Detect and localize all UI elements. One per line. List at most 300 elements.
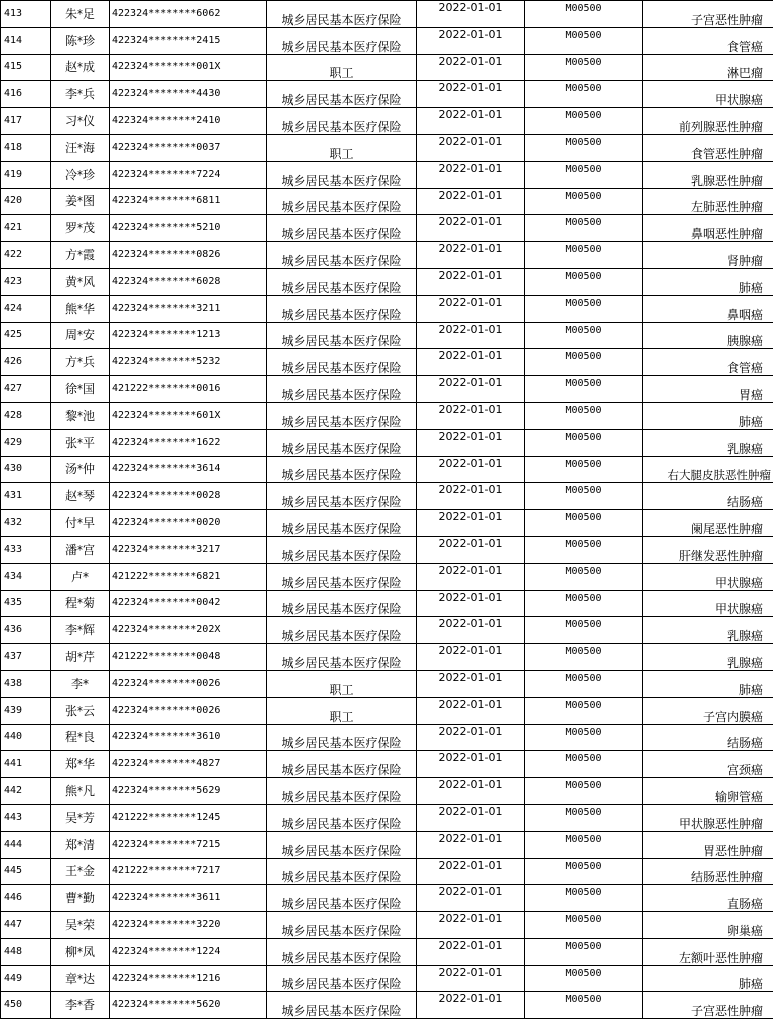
disease-name: 甲状腺癌 bbox=[643, 81, 773, 108]
insurance-type: 城乡居民基本医疗保险 bbox=[267, 912, 417, 939]
table-row bbox=[1, 563, 773, 590]
disease-code: M00500 bbox=[525, 778, 643, 805]
row-number: 432 bbox=[1, 510, 51, 537]
table-row bbox=[1, 483, 773, 510]
disease-name: 食管癌 bbox=[643, 349, 773, 376]
patient-name: 程*菊 bbox=[51, 590, 110, 617]
insurance-type: 城乡居民基本医疗保险 bbox=[267, 724, 417, 751]
disease-name: 肺癌 bbox=[643, 402, 773, 429]
disease-code: M00500 bbox=[525, 322, 643, 349]
disease-code: M00500 bbox=[525, 54, 643, 81]
start-date: 2022-01-01 bbox=[417, 536, 525, 563]
id-number: 422324********0026 bbox=[110, 697, 267, 724]
disease-code: M00500 bbox=[525, 912, 643, 939]
table-row bbox=[1, 831, 773, 858]
patient-name: 罗*茂 bbox=[51, 215, 110, 242]
id-number: 422324********3217 bbox=[110, 536, 267, 563]
start-date: 2022-01-01 bbox=[417, 81, 525, 108]
row-number: 417 bbox=[1, 108, 51, 135]
patient-name: 付*早 bbox=[51, 510, 110, 537]
patient-name: 郑*华 bbox=[51, 751, 110, 778]
id-number: 422324********2410 bbox=[110, 108, 267, 135]
disease-code: M00500 bbox=[525, 858, 643, 885]
row-number: 438 bbox=[1, 670, 51, 697]
insurance-type: 城乡居民基本医疗保险 bbox=[267, 456, 417, 483]
patient-name: 熊*凡 bbox=[51, 778, 110, 805]
id-number: 422324********0020 bbox=[110, 510, 267, 537]
patient-name: 熊*华 bbox=[51, 295, 110, 322]
row-number: 447 bbox=[1, 912, 51, 939]
patient-name: 李* bbox=[51, 670, 110, 697]
row-number: 436 bbox=[1, 617, 51, 644]
disease-name: 肺癌 bbox=[643, 268, 773, 295]
table-row bbox=[1, 965, 773, 992]
row-number: 423 bbox=[1, 268, 51, 295]
patient-name: 李*香 bbox=[51, 992, 110, 1019]
table-row bbox=[1, 456, 773, 483]
insurance-type: 城乡居民基本医疗保险 bbox=[267, 965, 417, 992]
patient-name: 郑*清 bbox=[51, 831, 110, 858]
patient-name: 朱*足 bbox=[51, 1, 110, 28]
disease-name: 子宫恶性肿瘤 bbox=[643, 992, 773, 1019]
start-date: 2022-01-01 bbox=[417, 295, 525, 322]
id-number: 422324********5620 bbox=[110, 992, 267, 1019]
patient-name: 曹*勤 bbox=[51, 885, 110, 912]
patient-name: 王*金 bbox=[51, 858, 110, 885]
insurance-type: 城乡居民基本医疗保险 bbox=[267, 885, 417, 912]
disease-code: M00500 bbox=[525, 536, 643, 563]
row-number: 449 bbox=[1, 965, 51, 992]
id-number: 422324********3611 bbox=[110, 885, 267, 912]
table-row bbox=[1, 617, 773, 644]
disease-code: M00500 bbox=[525, 1, 643, 28]
start-date: 2022-01-01 bbox=[417, 456, 525, 483]
disease-name: 子宫内膜癌 bbox=[643, 697, 773, 724]
id-number: 422324********001X bbox=[110, 54, 267, 81]
id-number: 422324********3614 bbox=[110, 456, 267, 483]
insurance-type: 城乡居民基本医疗保险 bbox=[267, 429, 417, 456]
insurance-type: 城乡居民基本医疗保险 bbox=[267, 536, 417, 563]
insurance-type: 城乡居民基本医疗保险 bbox=[267, 483, 417, 510]
start-date: 2022-01-01 bbox=[417, 108, 525, 135]
disease-code: M00500 bbox=[525, 697, 643, 724]
id-number: 422324********4827 bbox=[110, 751, 267, 778]
insurance-type: 城乡居民基本医疗保险 bbox=[267, 617, 417, 644]
patient-name: 李*兵 bbox=[51, 81, 110, 108]
id-number: 422324********601X bbox=[110, 402, 267, 429]
start-date: 2022-01-01 bbox=[417, 402, 525, 429]
start-date: 2022-01-01 bbox=[417, 965, 525, 992]
table-row bbox=[1, 697, 773, 724]
patient-name: 冷*珍 bbox=[51, 161, 110, 188]
disease-code: M00500 bbox=[525, 617, 643, 644]
start-date: 2022-01-01 bbox=[417, 429, 525, 456]
start-date: 2022-01-01 bbox=[417, 831, 525, 858]
table-row bbox=[1, 402, 773, 429]
start-date: 2022-01-01 bbox=[417, 322, 525, 349]
id-number: 421222********6821 bbox=[110, 563, 267, 590]
table-row bbox=[1, 536, 773, 563]
patient-name: 李*辉 bbox=[51, 617, 110, 644]
disease-code: M00500 bbox=[525, 483, 643, 510]
disease-name: 乳腺癌 bbox=[643, 617, 773, 644]
disease-code: M00500 bbox=[525, 644, 643, 671]
start-date: 2022-01-01 bbox=[417, 27, 525, 54]
disease-name: 胰腺癌 bbox=[643, 322, 773, 349]
disease-name: 结肠恶性肿瘤 bbox=[643, 858, 773, 885]
insurance-type: 城乡居民基本医疗保险 bbox=[267, 215, 417, 242]
row-number: 415 bbox=[1, 54, 51, 81]
id-number: 422324********0037 bbox=[110, 134, 267, 161]
start-date: 2022-01-01 bbox=[417, 644, 525, 671]
disease-code: M00500 bbox=[525, 349, 643, 376]
row-number: 416 bbox=[1, 81, 51, 108]
row-number: 429 bbox=[1, 429, 51, 456]
id-number: 422324********1224 bbox=[110, 938, 267, 965]
table-row bbox=[1, 134, 773, 161]
disease-name: 食管恶性肿瘤 bbox=[643, 134, 773, 161]
table-row bbox=[1, 510, 773, 537]
table-row bbox=[1, 912, 773, 939]
insurance-type: 城乡居民基本医疗保险 bbox=[267, 831, 417, 858]
disease-code: M00500 bbox=[525, 108, 643, 135]
row-number: 437 bbox=[1, 644, 51, 671]
disease-name: 鼻咽恶性肿瘤 bbox=[643, 215, 773, 242]
table-row bbox=[1, 751, 773, 778]
patient-name: 柳*凤 bbox=[51, 938, 110, 965]
start-date: 2022-01-01 bbox=[417, 215, 525, 242]
disease-name: 结肠癌 bbox=[643, 724, 773, 751]
start-date: 2022-01-01 bbox=[417, 1, 525, 28]
id-number: 422324********0028 bbox=[110, 483, 267, 510]
table-row bbox=[1, 429, 773, 456]
table-row bbox=[1, 670, 773, 697]
insurance-type: 城乡居民基本医疗保险 bbox=[267, 81, 417, 108]
table-row bbox=[1, 938, 773, 965]
disease-name: 左额叶恶性肿瘤 bbox=[643, 938, 773, 965]
id-number: 422324********2415 bbox=[110, 27, 267, 54]
id-number: 422324********5232 bbox=[110, 349, 267, 376]
disease-code: M00500 bbox=[525, 376, 643, 403]
start-date: 2022-01-01 bbox=[417, 483, 525, 510]
id-number: 422324********3220 bbox=[110, 912, 267, 939]
disease-code: M00500 bbox=[525, 402, 643, 429]
id-number: 421222********0016 bbox=[110, 376, 267, 403]
disease-name: 结肠癌 bbox=[643, 483, 773, 510]
start-date: 2022-01-01 bbox=[417, 268, 525, 295]
disease-name: 阑尾恶性肿瘤 bbox=[643, 510, 773, 537]
row-number: 425 bbox=[1, 322, 51, 349]
table-row bbox=[1, 992, 773, 1019]
disease-name: 甲状腺癌 bbox=[643, 563, 773, 590]
insurance-type: 城乡居民基本医疗保险 bbox=[267, 188, 417, 215]
table-row bbox=[1, 108, 773, 135]
table-row bbox=[1, 242, 773, 269]
table-row bbox=[1, 322, 773, 349]
start-date: 2022-01-01 bbox=[417, 161, 525, 188]
id-number: 421222********0048 bbox=[110, 644, 267, 671]
id-number: 422324********3211 bbox=[110, 295, 267, 322]
start-date: 2022-01-01 bbox=[417, 697, 525, 724]
disease-name: 甲状腺癌 bbox=[643, 590, 773, 617]
table-row bbox=[1, 188, 773, 215]
start-date: 2022-01-01 bbox=[417, 376, 525, 403]
disease-code: M00500 bbox=[525, 134, 643, 161]
id-number: 422324********0042 bbox=[110, 590, 267, 617]
id-number: 422324********3610 bbox=[110, 724, 267, 751]
patient-name: 方*霞 bbox=[51, 242, 110, 269]
start-date: 2022-01-01 bbox=[417, 938, 525, 965]
row-number: 431 bbox=[1, 483, 51, 510]
row-number: 441 bbox=[1, 751, 51, 778]
disease-name: 肾肿瘤 bbox=[643, 242, 773, 269]
start-date: 2022-01-01 bbox=[417, 590, 525, 617]
row-number: 430 bbox=[1, 456, 51, 483]
table-row bbox=[1, 858, 773, 885]
start-date: 2022-01-01 bbox=[417, 349, 525, 376]
start-date: 2022-01-01 bbox=[417, 242, 525, 269]
patient-name: 汪*海 bbox=[51, 134, 110, 161]
patient-name: 卢* bbox=[51, 563, 110, 590]
disease-code: M00500 bbox=[525, 81, 643, 108]
row-number: 434 bbox=[1, 563, 51, 590]
disease-name: 胃癌 bbox=[643, 376, 773, 403]
patient-name: 章*达 bbox=[51, 965, 110, 992]
start-date: 2022-01-01 bbox=[417, 54, 525, 81]
insurance-type: 城乡居民基本医疗保险 bbox=[267, 644, 417, 671]
row-number: 422 bbox=[1, 242, 51, 269]
disease-name: 子宫恶性肿瘤 bbox=[643, 1, 773, 28]
id-number: 422324********5210 bbox=[110, 215, 267, 242]
patient-name: 吴*芳 bbox=[51, 804, 110, 831]
table-row bbox=[1, 295, 773, 322]
disease-name: 直肠癌 bbox=[643, 885, 773, 912]
disease-code: M00500 bbox=[525, 27, 643, 54]
disease-name: 肺癌 bbox=[643, 965, 773, 992]
disease-code: M00500 bbox=[525, 992, 643, 1019]
disease-name: 甲状腺恶性肿瘤 bbox=[643, 804, 773, 831]
disease-name: 淋巴瘤 bbox=[643, 54, 773, 81]
table-row bbox=[1, 644, 773, 671]
disease-name: 左肺恶性肿瘤 bbox=[643, 188, 773, 215]
disease-code: M00500 bbox=[525, 965, 643, 992]
start-date: 2022-01-01 bbox=[417, 885, 525, 912]
disease-name: 鼻咽癌 bbox=[643, 295, 773, 322]
disease-name: 右大腿皮肤恶性肿瘤 bbox=[643, 456, 773, 483]
disease-code: M00500 bbox=[525, 242, 643, 269]
disease-name: 胃恶性肿瘤 bbox=[643, 831, 773, 858]
disease-code: M00500 bbox=[525, 188, 643, 215]
disease-name: 乳腺恶性肿瘤 bbox=[643, 161, 773, 188]
insurance-type: 城乡居民基本医疗保险 bbox=[267, 376, 417, 403]
start-date: 2022-01-01 bbox=[417, 563, 525, 590]
disease-code: M00500 bbox=[525, 215, 643, 242]
table-row bbox=[1, 1, 773, 28]
disease-code: M00500 bbox=[525, 590, 643, 617]
row-number: 450 bbox=[1, 992, 51, 1019]
patient-name: 徐*国 bbox=[51, 376, 110, 403]
patient-name: 汤*仲 bbox=[51, 456, 110, 483]
start-date: 2022-01-01 bbox=[417, 188, 525, 215]
table-row bbox=[1, 590, 773, 617]
table-row bbox=[1, 268, 773, 295]
disease-code: M00500 bbox=[525, 751, 643, 778]
id-number: 422324********6028 bbox=[110, 268, 267, 295]
insurance-type: 城乡居民基本医疗保险 bbox=[267, 402, 417, 429]
patient-name: 黄*风 bbox=[51, 268, 110, 295]
id-number: 422324********202X bbox=[110, 617, 267, 644]
patient-name: 周*安 bbox=[51, 322, 110, 349]
disease-code: M00500 bbox=[525, 295, 643, 322]
table-row bbox=[1, 81, 773, 108]
id-number: 422324********0026 bbox=[110, 670, 267, 697]
insurance-type: 城乡居民基本医疗保险 bbox=[267, 563, 417, 590]
start-date: 2022-01-01 bbox=[417, 617, 525, 644]
start-date: 2022-01-01 bbox=[417, 992, 525, 1019]
row-number: 413 bbox=[1, 1, 51, 28]
disease-code: M00500 bbox=[525, 885, 643, 912]
patient-name: 陈*珍 bbox=[51, 27, 110, 54]
disease-code: M00500 bbox=[525, 670, 643, 697]
id-number: 422324********7224 bbox=[110, 161, 267, 188]
table-row bbox=[1, 804, 773, 831]
table-row bbox=[1, 27, 773, 54]
disease-code: M00500 bbox=[525, 724, 643, 751]
insurance-type: 城乡居民基本医疗保险 bbox=[267, 804, 417, 831]
row-number: 427 bbox=[1, 376, 51, 403]
row-number: 443 bbox=[1, 804, 51, 831]
disease-code: M00500 bbox=[525, 510, 643, 537]
id-number: 422324********1622 bbox=[110, 429, 267, 456]
table-row bbox=[1, 724, 773, 751]
insurance-type: 职工 bbox=[267, 697, 417, 724]
row-number: 419 bbox=[1, 161, 51, 188]
disease-code: M00500 bbox=[525, 563, 643, 590]
patient-name: 张*平 bbox=[51, 429, 110, 456]
disease-code: M00500 bbox=[525, 161, 643, 188]
patient-name: 姜*图 bbox=[51, 188, 110, 215]
id-number: 421222********7217 bbox=[110, 858, 267, 885]
id-number: 422324********6811 bbox=[110, 188, 267, 215]
patient-name: 潘*宫 bbox=[51, 536, 110, 563]
disease-name: 食管癌 bbox=[643, 27, 773, 54]
insurance-type: 职工 bbox=[267, 134, 417, 161]
insurance-type: 城乡居民基本医疗保险 bbox=[267, 322, 417, 349]
table-row bbox=[1, 885, 773, 912]
insurance-type: 城乡居民基本医疗保险 bbox=[267, 778, 417, 805]
table-row bbox=[1, 215, 773, 242]
row-number: 433 bbox=[1, 536, 51, 563]
id-number: 422324********0826 bbox=[110, 242, 267, 269]
disease-name: 乳腺癌 bbox=[643, 644, 773, 671]
id-number: 422324********7215 bbox=[110, 831, 267, 858]
insurance-type: 职工 bbox=[267, 670, 417, 697]
row-number: 442 bbox=[1, 778, 51, 805]
insurance-type: 城乡居民基本医疗保险 bbox=[267, 108, 417, 135]
row-number: 440 bbox=[1, 724, 51, 751]
disease-code: M00500 bbox=[525, 831, 643, 858]
disease-name: 输卵管癌 bbox=[643, 778, 773, 805]
row-number: 439 bbox=[1, 697, 51, 724]
row-number: 414 bbox=[1, 27, 51, 54]
row-number: 418 bbox=[1, 134, 51, 161]
table-row bbox=[1, 161, 773, 188]
patient-name: 黎*池 bbox=[51, 402, 110, 429]
id-number: 422324********6062 bbox=[110, 1, 267, 28]
id-number: 422324********1213 bbox=[110, 322, 267, 349]
id-number: 422324********4430 bbox=[110, 81, 267, 108]
patient-name: 程*良 bbox=[51, 724, 110, 751]
start-date: 2022-01-01 bbox=[417, 804, 525, 831]
table-row bbox=[1, 778, 773, 805]
disease-name: 卵巢癌 bbox=[643, 912, 773, 939]
row-number: 420 bbox=[1, 188, 51, 215]
disease-name: 前列腺恶性肿瘤 bbox=[643, 108, 773, 135]
insurance-type: 城乡居民基本医疗保险 bbox=[267, 268, 417, 295]
start-date: 2022-01-01 bbox=[417, 134, 525, 161]
id-number: 421222********1245 bbox=[110, 804, 267, 831]
id-number: 422324********1216 bbox=[110, 965, 267, 992]
insurance-type: 城乡居民基本医疗保险 bbox=[267, 349, 417, 376]
insurance-type: 城乡居民基本医疗保险 bbox=[267, 590, 417, 617]
insurance-type: 城乡居民基本医疗保险 bbox=[267, 295, 417, 322]
insurance-type: 城乡居民基本医疗保险 bbox=[267, 242, 417, 269]
patient-name: 胡*芹 bbox=[51, 644, 110, 671]
table-row bbox=[1, 376, 773, 403]
id-number: 422324********5629 bbox=[110, 778, 267, 805]
start-date: 2022-01-01 bbox=[417, 858, 525, 885]
table-row bbox=[1, 349, 773, 376]
disease-code: M00500 bbox=[525, 456, 643, 483]
row-number: 445 bbox=[1, 858, 51, 885]
disease-code: M00500 bbox=[525, 804, 643, 831]
table-row bbox=[1, 54, 773, 81]
patient-name: 张*云 bbox=[51, 697, 110, 724]
patient-name: 习*仪 bbox=[51, 108, 110, 135]
insurance-type: 城乡居民基本医疗保险 bbox=[267, 938, 417, 965]
disease-name: 乳腺癌 bbox=[643, 429, 773, 456]
row-number: 426 bbox=[1, 349, 51, 376]
row-number: 446 bbox=[1, 885, 51, 912]
disease-name: 肺癌 bbox=[643, 670, 773, 697]
patient-name: 赵*成 bbox=[51, 54, 110, 81]
row-number: 424 bbox=[1, 295, 51, 322]
disease-code: M00500 bbox=[525, 429, 643, 456]
patient-name: 吴*荣 bbox=[51, 912, 110, 939]
insurance-type: 职工 bbox=[267, 54, 417, 81]
start-date: 2022-01-01 bbox=[417, 724, 525, 751]
disease-code: M00500 bbox=[525, 268, 643, 295]
table-body bbox=[1, 1, 773, 1019]
insurance-type: 城乡居民基本医疗保险 bbox=[267, 510, 417, 537]
start-date: 2022-01-01 bbox=[417, 510, 525, 537]
start-date: 2022-01-01 bbox=[417, 912, 525, 939]
patient-name: 赵*琴 bbox=[51, 483, 110, 510]
disease-name: 宫颈癌 bbox=[643, 751, 773, 778]
start-date: 2022-01-01 bbox=[417, 751, 525, 778]
row-number: 444 bbox=[1, 831, 51, 858]
disease-name: 肝继发恶性肿瘤 bbox=[643, 536, 773, 563]
insurance-type: 城乡居民基本医疗保险 bbox=[267, 751, 417, 778]
insurance-type: 城乡居民基本医疗保险 bbox=[267, 858, 417, 885]
insurance-type: 城乡居民基本医疗保险 bbox=[267, 1, 417, 28]
disease-code: M00500 bbox=[525, 938, 643, 965]
row-number: 428 bbox=[1, 402, 51, 429]
insurance-type: 城乡居民基本医疗保险 bbox=[267, 992, 417, 1019]
start-date: 2022-01-01 bbox=[417, 778, 525, 805]
insurance-type: 城乡居民基本医疗保险 bbox=[267, 161, 417, 188]
patient-name: 方*兵 bbox=[51, 349, 110, 376]
